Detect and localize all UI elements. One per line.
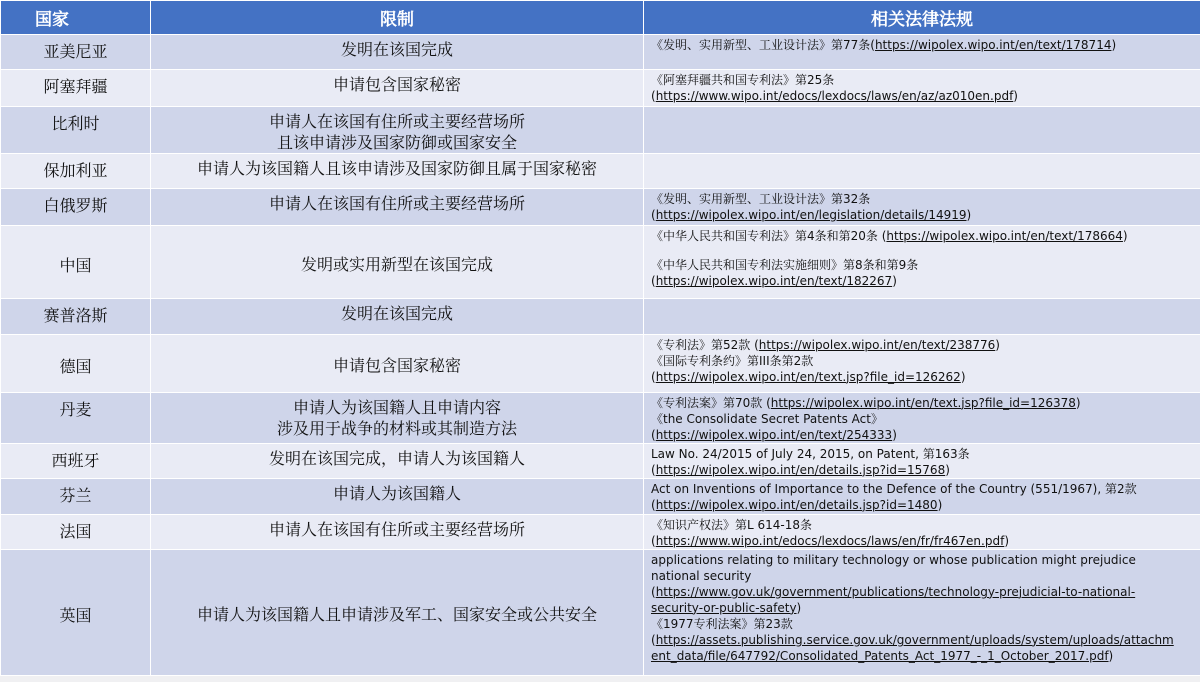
law-line [651,244,1196,257]
table-row [1,444,1200,479]
law-link[interactable]: https://wipolex.wipo.int/en/text/178664 [886,229,1123,243]
law-cell [644,515,1200,550]
restriction-cell [151,515,644,550]
table-row [1,479,1200,515]
restriction-line: 申请人在该国有住所或主要经营场所 [268,520,525,539]
law-link[interactable]: https://assets.publishing.service.gov.uk/government/uploads/system/uploads/attachm [655,633,1174,647]
law-cell [644,189,1200,226]
law-link[interactable]: https://wipolex.wipo.int/en/text/182267 [655,274,893,288]
law-link[interactable]: https://wipolex.wipo.int/en/text/238776 [758,338,996,352]
law-line: (https://wipolex.wipo.int/en/details.jsp?id=1480) [651,498,943,512]
law-line: 《中华人民共和国专利法实施细则》第8条和第9条 [651,258,919,272]
country-cell: 中国 [1,226,151,299]
restriction-line: 申请包含国家秘密 [332,356,461,375]
law-cell [644,550,1200,676]
law-line: (https://wipolex.wipo.int/en/text/182267) [651,274,897,288]
country-cell: 保加利亚 [1,154,151,189]
table-row [1,393,1200,444]
law-line: (https://assets.publishing.service.gov.uk/government/uploads/system/uploads/attachm [651,633,1174,647]
law-line: 《发明、实用新型、工业设计法》第32条 [651,192,871,206]
country-cell: 亚美尼亚 [1,35,151,70]
restriction-line: 申请人为该国籍人 [332,484,461,503]
country-cell: 芬兰 [1,479,151,515]
restriction-line: 涉及用于战争的材料或其制造方法 [276,419,517,438]
law-line: (https://www.wipo.int/edocs/lexdocs/laws/en/az/az010en.pdf) [651,89,1018,103]
country-cell: 德国 [1,335,151,393]
restriction-line: 申请人为该国籍人且申请内容 [292,398,501,417]
table-row [1,35,1200,70]
law-link[interactable]: ent_data/file/647792/Consolidated_Patents_Act_1977_-_1_October_2017.pdf [651,649,1109,663]
country-cell: 白俄罗斯 [1,189,151,226]
law-line: (https://www.wipo.int/edocs/lexdocs/laws/en/fr/fr467en.pdf) [651,534,1009,548]
country-cell: 阿塞拜疆 [1,70,151,107]
law-cell [644,335,1200,393]
table-row [1,189,1200,226]
table-row [1,515,1200,550]
table-row [1,335,1200,393]
restriction-line: 发明在该国完成 [340,40,453,59]
table-row [1,226,1200,299]
restriction-line: 申请人为该国籍人且申请涉及军工、国家安全或公共安全 [196,605,597,624]
country-cell: 丹麦 [1,393,151,444]
restriction-line: 申请人为该国籍人且该申请涉及国家防御且属于国家秘密 [196,159,597,178]
country-cell: 英国 [1,550,151,676]
law-line: (https://wipolex.wipo.int/en/text/254333) [651,428,897,442]
restriction-cell [151,444,644,479]
law-link[interactable]: https://wipolex.wipo.int/en/details.jsp?id=15768 [655,463,946,477]
law-link[interactable]: https://wipolex.wipo.int/en/text/254333 [655,428,893,442]
header-restriction: 限制 [151,1,644,35]
country-cell: 西班牙 [1,444,151,479]
header-row [1,1,1200,35]
law-cell [644,70,1200,107]
law-link[interactable]: https://wipolex.wipo.int/en/text.jsp?file_id=126262 [655,370,961,384]
law-line: (https://wipolex.wipo.int/en/legislation/details/14919) [651,208,972,222]
restriction-line: 发明在该国完成 [340,304,453,323]
restriction-line: 申请人在该国有住所或主要经营场所 [268,112,525,131]
law-line: security-or-public-safety) [651,601,802,615]
restriction-cell [151,550,644,676]
restriction-cell [151,107,644,154]
law-cell [644,393,1200,444]
law-link[interactable]: security-or-public-safety [651,601,797,615]
law-link[interactable]: https://wipolex.wipo.int/en/details.jsp?id=1480 [655,498,938,512]
law-line: Act on Inventions of Importance to the Defence of the Country (551/1967), 第2款 [651,482,1137,496]
law-line: (https://wipolex.wipo.int/en/text.jsp?file_id=126262) [651,370,966,384]
law-link[interactable]: https://www.wipo.int/edocs/lexdocs/laws/en/az/az010en.pdf [655,89,1014,103]
restriction-cell [151,479,644,515]
law-line: (https://wipolex.wipo.int/en/details.jsp?id=15768) [651,463,950,477]
restriction-cell [151,189,644,226]
law-link[interactable]: https://wipolex.wipo.int/en/text/178714 [874,38,1112,52]
law-line: 《专利法案》第70款 (https://wipolex.wipo.int/en/text.jsp?file_id=126378) [651,396,1081,410]
restriction-line: 发明在该国完成，申请人为该国籍人 [268,449,525,468]
law-line: (https://www.gov.uk/government/publications/technology-prejudicial-to-national- [651,585,1136,599]
law-line: applications relating to military technology or whose publication might prejudice [651,553,1136,567]
restriction-cell [151,299,644,335]
law-line: 《中华人民共和国专利法》第4条和第20条 (https://wipolex.wipo.int/en/text/178664) [651,229,1128,243]
header-law: 相关法律法规 [644,1,1200,35]
law-line: 《知识产权法》第L 614-18条 [651,518,813,532]
law-cell [644,35,1200,70]
country-cell: 法国 [1,515,151,550]
law-link[interactable]: https://www.wipo.int/edocs/lexdocs/laws/en/fr/fr467en.pdf [655,534,1005,548]
law-link[interactable]: https://www.gov.uk/government/publications/technology-prejudicial-to-national- [655,585,1136,599]
restriction-cell [151,335,644,393]
restriction-line: 申请包含国家秘密 [332,75,461,94]
law-cell [644,479,1200,515]
law-line: 《发明、实用新型、工业设计法》第77条(https://wipolex.wipo.int/en/text/178714) [651,38,1117,52]
law-line: 《专利法》第52款 (https://wipolex.wipo.int/en/text/238776) [651,338,1000,352]
table-row [1,70,1200,107]
restriction-line: 发明或实用新型在该国完成 [300,254,493,274]
law-cell [644,154,1200,189]
restriction-line: 申请人在该国有住所或主要经营场所 [268,194,525,213]
restriction-cell [151,70,644,107]
restriction-cell [151,393,644,444]
law-line: national security [651,569,752,583]
restriction-line: 且该申请涉及国家防御或国家安全 [276,133,517,152]
law-cell [644,299,1200,335]
table-row [1,550,1200,676]
restriction-cell [151,226,644,299]
law-link[interactable]: https://wipolex.wipo.int/en/legislation/details/14919 [655,208,967,222]
header-country: 国家 [1,1,151,35]
country-cell: 赛普洛斯 [1,299,151,335]
law-cell [644,107,1200,154]
table-row [1,154,1200,189]
law-cell [644,226,1200,299]
table-row [1,107,1200,154]
law-line: 《国际专利条约》第III条第2款 [651,354,814,368]
restriction-cell [151,35,644,70]
law-cell [644,444,1200,479]
restriction-cell [151,154,644,189]
law-line: Law No. 24/2015 of July 24, 2015, on Patent, 第163条 [651,447,970,461]
law-line: 《the Consolidate Secret Patents Act》 [651,412,883,426]
table-row [1,299,1200,335]
law-line: 《1977专利法案》第23款 [651,617,793,631]
law-line: 《阿塞拜疆共和国专利法》第25条 [651,73,835,87]
country-cell: 比利时 [1,107,151,154]
law-line: ent_data/file/647792/Consolidated_Patents_Act_1977_-_1_October_2017.pdf) [651,649,1114,663]
law-link[interactable]: https://wipolex.wipo.int/en/text.jsp?file_id=126378 [770,396,1076,410]
